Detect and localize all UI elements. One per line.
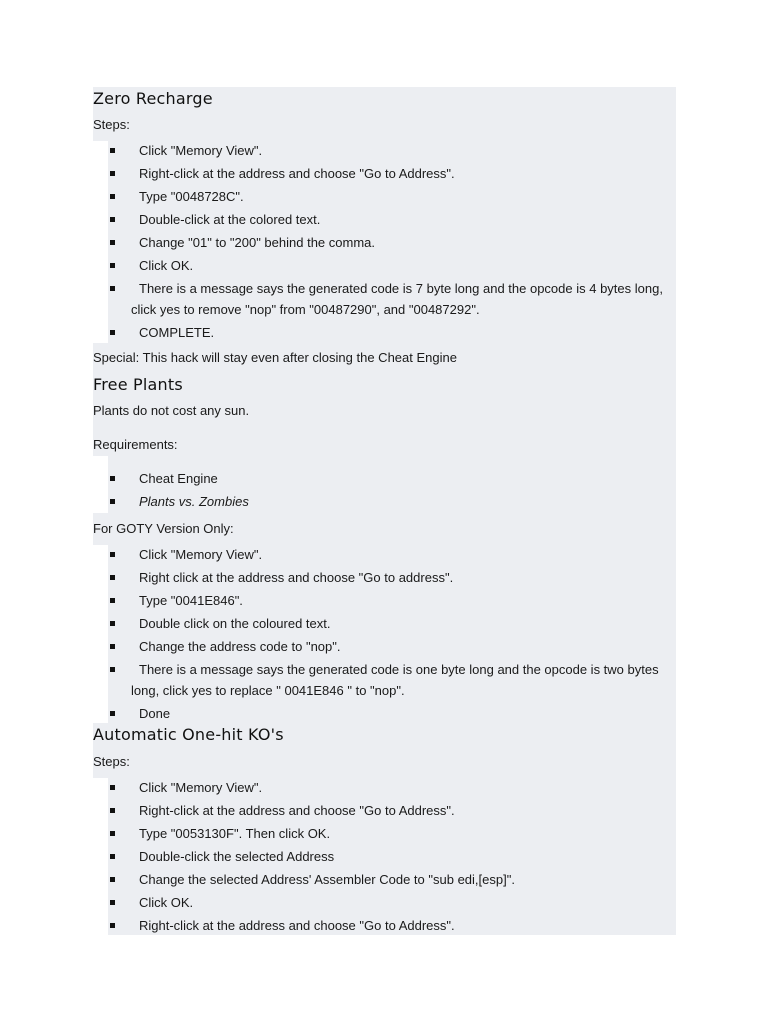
list-item: Right-click at the address and choose "Go to Address". xyxy=(93,916,676,937)
list-item: Change the address code to "nop". xyxy=(93,637,676,658)
one-hit-steps xyxy=(93,778,676,939)
list-item: Plants vs. Zombies xyxy=(93,492,676,513)
section-title-one-hit: Automatic One-hit KO's xyxy=(93,725,284,744)
goty-label: For GOTY Version Only: xyxy=(93,521,234,536)
list-item: Click "Memory View". xyxy=(93,545,676,566)
list-item: Click "Memory View". xyxy=(93,778,676,799)
free-plants-intro: Plants do not cost any sun. xyxy=(93,403,250,418)
list-item: Click "Memory View". xyxy=(93,141,676,162)
list-item: Type "0048728C". xyxy=(93,187,676,208)
list-item: Right click at the address and choose "Go to address". xyxy=(93,568,676,589)
list-item: Click OK. xyxy=(93,256,676,277)
list-item: Click OK. xyxy=(93,893,676,914)
list-item: Double-click the selected Address xyxy=(93,847,676,868)
special-note: Special: This hack will stay even after closing the Cheat Engine xyxy=(93,350,457,365)
list-item: There is a message says the generated code is one byte long and the opcode is two bytes long, click yes to replace " 0041E846 " to "nop". xyxy=(93,660,676,701)
list-item: Done xyxy=(93,704,676,725)
list-item: Type "0053130F". Then click OK. xyxy=(93,824,676,845)
list-item: Change the selected Address' Assembler Code to "sub edi,[esp]". xyxy=(93,870,676,891)
steps-label: Steps: xyxy=(93,754,130,769)
free-plants-steps xyxy=(93,545,676,727)
list-item: Change "01" to "200" behind the comma. xyxy=(93,233,676,254)
steps-label: Steps: xyxy=(93,117,130,132)
section-title-free-plants: Free Plants xyxy=(93,375,183,394)
requirements-label: Requirements: xyxy=(93,437,178,452)
list-item: Cheat Engine xyxy=(93,469,676,490)
list-item: Double click on the coloured text. xyxy=(93,614,676,635)
section-title-zero-recharge: Zero Recharge xyxy=(93,89,213,108)
list-item: Double-click at the colored text. xyxy=(93,210,676,231)
list-item: Type "0041E846". xyxy=(93,591,676,612)
zero-recharge-steps xyxy=(93,141,676,346)
list-item: There is a message says the generated code is 7 byte long and the opcode is 4 bytes long, click yes to remove "nop" from "00487290", and "00487292". xyxy=(93,279,676,320)
list-item: Right-click at the address and choose "Go to Address". xyxy=(93,801,676,822)
list-item: COMPLETE. xyxy=(93,323,676,344)
list-item: Right-click at the address and choose "Go to Address". xyxy=(93,164,676,185)
requirements-list xyxy=(93,469,676,515)
